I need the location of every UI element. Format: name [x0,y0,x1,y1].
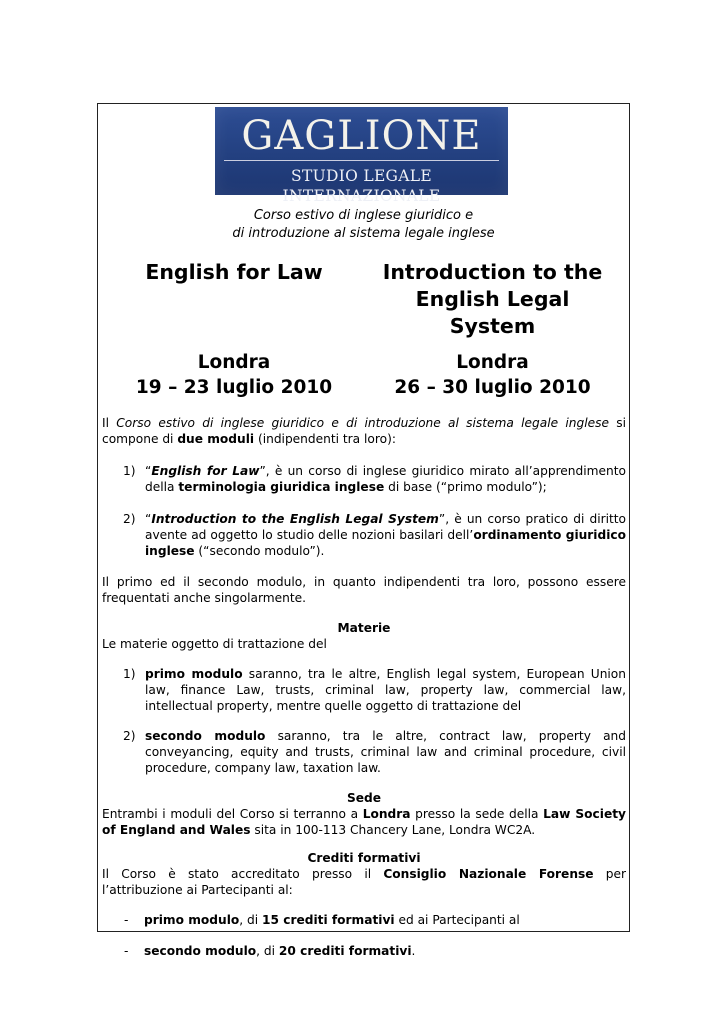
dash-bullet: - [124,944,129,958]
materie-module: primo modulo [145,667,243,681]
intro-bold: due moduli [177,432,255,446]
module-item [102,463,626,495]
intro-text: Il [102,416,117,430]
module-bold: ordinamento giuridico inglese [145,528,626,558]
sede-bold: Law Society of England and Wales [102,807,626,837]
course-dates: 26 – 30 luglio 2010 [394,377,591,398]
module-name: English for Law [151,464,260,478]
course-city: Londra [197,352,271,373]
crediti-text: . [411,944,416,958]
dash-bullet: - [124,913,129,927]
intro-text: si compone di [102,416,626,446]
subtitle-line-2: di introduzione al sistema legale inglese [232,226,495,241]
sede-bold: Londra [362,807,411,821]
intro-course-name: Corso estivo di inglese giuridico e di introduzione al sistema legale inglese [116,416,609,430]
sede-paragraph [102,806,626,838]
title-line: System [449,314,536,338]
materie-heading: Materie [337,621,391,635]
sede-heading: Sede [346,791,382,805]
course-subtitle [98,207,629,243]
module-text: di base (“primo modulo”); [384,480,547,494]
crediti-count: 15 crediti formativi [262,913,395,927]
course-dates: 19 – 23 luglio 2010 [135,377,333,398]
materie-text: saranno, tra le altre, contract law, property and conveyancing, equity and trusts, criminal law and criminal procedure, civil procedure, company law, taxation law. [145,729,626,775]
sede-text: Entrambi i moduli del Corso si terranno a [102,807,363,821]
item-number: 2) [123,512,136,526]
subtitle-line-1: Corso estivo di inglese giuridico e [253,208,474,223]
materie-item [102,728,626,776]
course-city: Londra [456,352,529,373]
crediti-bold: Consiglio Nazionale Forense [383,867,594,881]
crediti-text: per l’attribuzione ai Partecipanti al: [102,867,626,897]
intro-text: (indipendenti tra loro): [254,432,396,446]
quote-open: “ [145,464,152,478]
module-text: ”, è un corso pratico di diritto avente ad oggetto lo studio delle nozioni basilari dell’ [145,512,627,542]
crediti-item [102,912,626,928]
crediti-text: , di [256,944,279,958]
module-text: (“secondo modulo”). [194,544,325,558]
materie-text: saranno, tra le altre, English legal system, European Union law, finance Law, trusts, criminal law, property law, commercial law, intellectual property, mentre quelle oggetto di trattazione del [145,667,626,713]
item-number: 2) [123,729,136,743]
course-location-2 [360,350,625,400]
course-title-english-for-law: English for Law [145,260,323,284]
course-location-1 [114,350,354,400]
quote-open: “ [145,512,152,526]
module-text: ”, è un corso di inglese giuridico mirato all’apprendimento della [145,464,626,494]
module-name: Introduction to the English Legal System [151,512,439,526]
crediti-text: Il Corso è stato accreditato presso il [102,867,384,881]
document-frame [97,103,630,958]
module-bold: terminologia giuridica inglese [178,480,385,494]
logo-name: GAGLIONE [241,113,482,159]
materie-item [102,666,626,714]
crediti-paragraph [102,866,626,898]
crediti-count: 20 crediti formativi [278,944,412,958]
materie-intro: Le materie oggetto di trattazione del [102,637,327,651]
gaglione-logo [215,107,508,205]
logo-divider [224,160,499,161]
crediti-text: , di [239,913,263,927]
crediti-text: ed ai Partecipanti al [394,913,520,927]
materie-module: secondo modulo [145,729,266,743]
crediti-item [102,943,626,959]
crediti-heading: Crediti formativi [307,851,421,865]
independence-paragraph: Il primo ed il secondo modulo, in quanto indipendenti tra loro, possono essere frequentati anche singolarmente. [102,575,626,605]
sede-text: presso la sede della [410,807,544,821]
item-number: 1) [123,667,136,681]
course-title-introduction [360,259,625,340]
module-item [102,511,626,559]
intro-paragraph [102,415,626,447]
item-number: 1) [123,464,136,478]
crediti-module: primo modulo [144,913,240,927]
title-line: English Legal [415,287,570,311]
title-line: Introduction to the [382,260,603,284]
sede-text: sita in 100-113 Chancery Lane, Londra WC2A. [250,823,536,837]
document-body [102,415,626,959]
crediti-module: secondo modulo [144,944,257,958]
logo-tagline: STUDIO LEGALE INTERNAZIONALE [282,167,441,205]
